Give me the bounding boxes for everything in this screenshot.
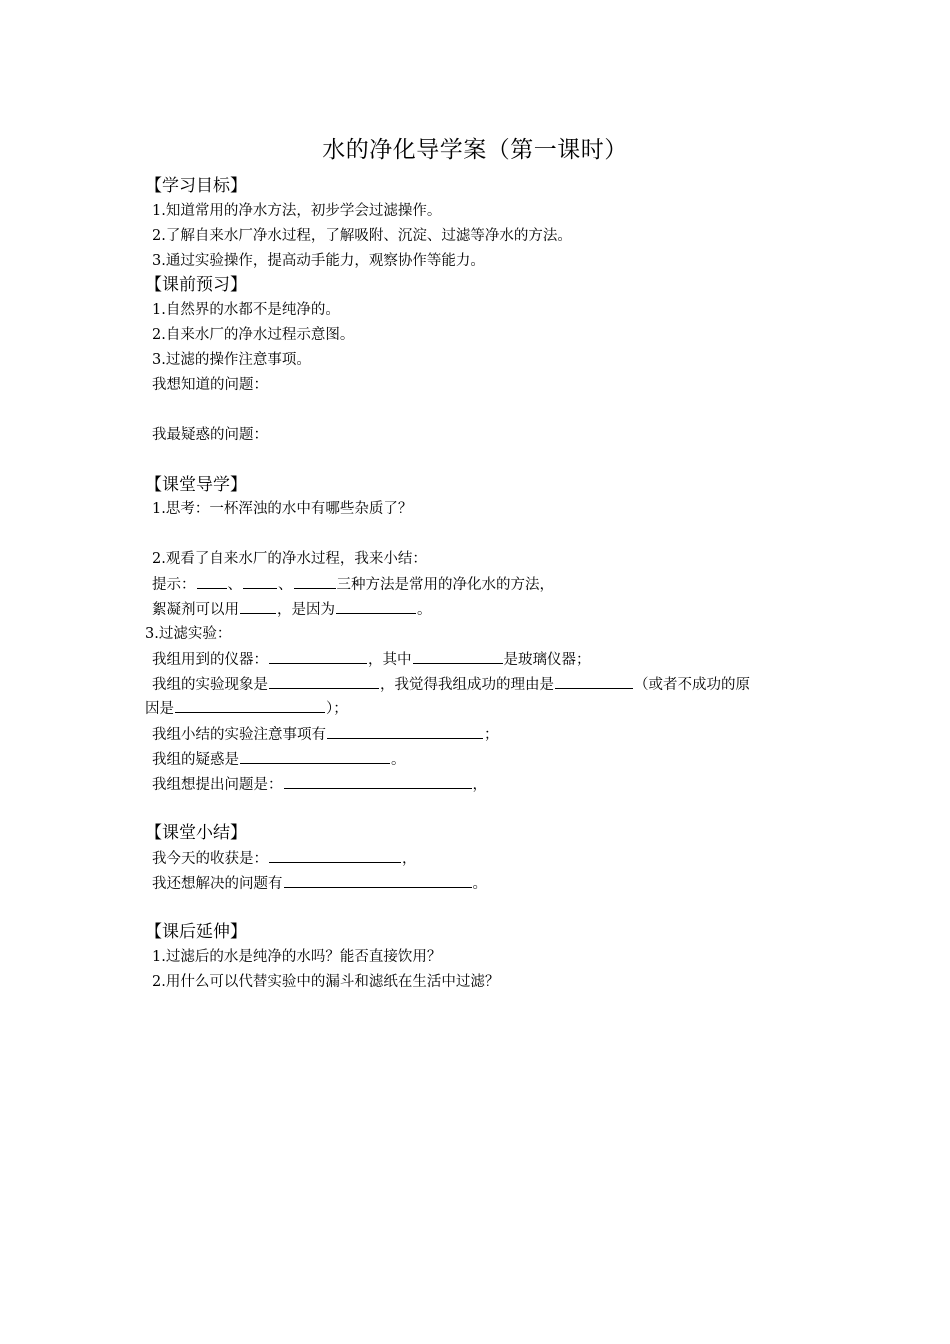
flocculant-text: 絮凝剂可以用 [152, 602, 239, 618]
section-heading-class: 【课堂导学】 [145, 475, 247, 495]
fill-blank[interactable] [413, 649, 503, 664]
notes-text: 我组小结的实验注意事项有 [152, 727, 326, 743]
comma: ， [402, 851, 417, 867]
fill-blank[interactable] [240, 599, 276, 614]
among-text: ，其中 [368, 652, 412, 668]
section-heading-summary: 【课堂小结】 [145, 823, 247, 843]
period: 。 [391, 752, 406, 768]
hint-line [152, 574, 554, 595]
question-line [152, 774, 487, 795]
phenomenon-text: 我组的实验现象是 [152, 677, 268, 693]
reason-line [145, 698, 348, 719]
separator: 、 [227, 577, 242, 593]
goal-item-1: 1.知道常用的净水方法，初步学会过滤操作。 [152, 203, 442, 219]
solve-text: 我还想解决的问题有 [152, 876, 283, 892]
flocculant-line [152, 599, 432, 620]
section-heading-extension: 【课后延伸】 [145, 922, 247, 942]
extension-item-1: 1.过滤后的水是纯净的水吗？能否直接饮用？ [152, 949, 442, 965]
fill-blank[interactable] [294, 574, 336, 589]
class-item-1: 1.思考：一杯浑浊的水中有哪些杂质了？ [152, 501, 413, 517]
page-title: 水的净化导学案（第一课时） [322, 137, 628, 163]
section-heading-preview: 【课前预习】 [145, 275, 247, 295]
preview-item-2: 2.自来水厂的净水过程示意图。 [152, 327, 355, 343]
semicolon: ； [484, 727, 499, 743]
preview-item-3: 3.过滤的操作注意事项。 [152, 352, 311, 368]
goal-item-2: 2.了解自来水厂净水过程，了解吸附、沉淀、过滤等净水的方法。 [152, 228, 572, 244]
extension-item-2: 2.用什么可以代替实验中的漏斗和滤纸在生活中过滤？ [152, 974, 500, 990]
instruments-text: 我组用到的仪器： [152, 652, 268, 668]
gain-text: 我今天的收获是： [152, 851, 268, 867]
fill-blank[interactable] [555, 674, 633, 689]
section-heading-goals: 【学习目标】 [145, 176, 247, 196]
comma: ， [472, 777, 487, 793]
fill-blank[interactable] [243, 574, 277, 589]
fill-blank[interactable] [175, 698, 325, 713]
fill-blank[interactable] [284, 873, 472, 888]
preview-item-1: 1.自然界的水都不是纯净的。 [152, 302, 340, 318]
close-paren: ）； [326, 701, 348, 717]
most-confused-prompt: 我最疑惑的问题： [152, 427, 268, 443]
hint-text: 三种方法是常用的净化水的方法， [336, 577, 554, 593]
class-item-2: 2.观看了自来水厂的净水过程，我来小结： [152, 551, 427, 567]
fill-blank[interactable] [240, 749, 390, 764]
fill-blank[interactable] [336, 599, 416, 614]
doubt-line [152, 749, 406, 770]
instruments-line [152, 649, 591, 670]
fill-blank[interactable] [284, 774, 472, 789]
fill-blank[interactable] [327, 724, 483, 739]
period: 。 [417, 602, 432, 618]
because-text: ，是因为 [277, 602, 335, 618]
hint-label: 提示： [152, 577, 196, 593]
period: 。 [472, 876, 487, 892]
fill-blank[interactable] [197, 574, 227, 589]
goal-item-3: 3.通过实验操作，提高动手能力，观察协作等能力。 [152, 253, 485, 269]
gain-line [152, 848, 417, 869]
fill-blank[interactable] [269, 674, 379, 689]
solve-line [152, 873, 487, 894]
doubt-text: 我组的疑惑是 [152, 752, 239, 768]
glass-text: 是玻璃仪器； [503, 652, 591, 668]
fill-blank[interactable] [269, 649, 367, 664]
reason-text: 因是 [145, 701, 174, 717]
separator: 、 [278, 577, 293, 593]
notes-line [152, 724, 499, 745]
phenomenon-line [152, 674, 750, 695]
failure-text: （或者不成功的原 [634, 677, 750, 693]
question-text: 我组想提出问题是： [152, 777, 283, 793]
success-reason-text: ，我觉得我组成功的理由是 [380, 677, 554, 693]
want-know-prompt: 我想知道的问题： [152, 377, 268, 393]
fill-blank[interactable] [269, 848, 401, 863]
class-item-3: 3.过滤实验： [145, 626, 232, 642]
